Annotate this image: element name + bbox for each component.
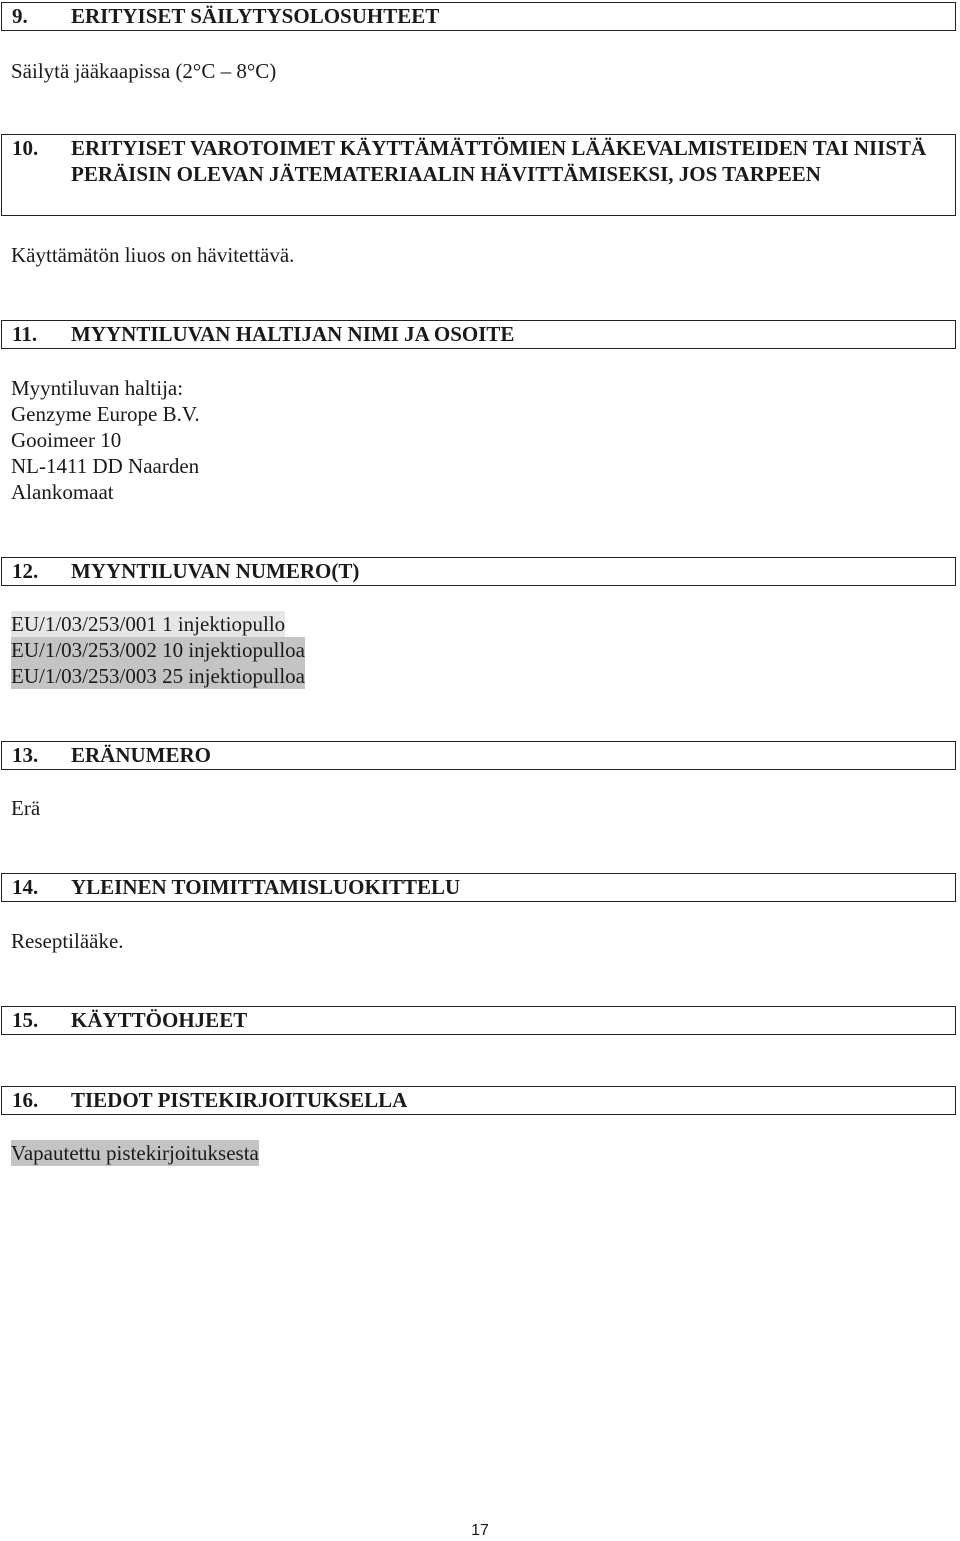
section-title: ERITYISET SÄILYTYSOLOSUHTEET (71, 4, 440, 28)
section-14-header (1, 873, 956, 902)
page-number: 17 (471, 1522, 489, 1539)
section-15-header (1, 1006, 956, 1035)
ma-number-2: EU/1/03/253/002 10 injektiopulloa (11, 638, 305, 662)
section-number: 11. (12, 322, 38, 346)
section-9-header (1, 2, 956, 31)
ma-number-3: EU/1/03/253/003 25 injektiopulloa (11, 664, 305, 688)
section-number: 15. (12, 1008, 39, 1032)
section-13-header (1, 741, 956, 770)
holder-city: NL-1411 DD Naarden (11, 454, 200, 478)
section-title: MYYNTILUVAN NUMERO(T) (71, 559, 360, 583)
section-number: 13. (12, 743, 39, 767)
holder-company: Genzyme Europe B.V. (11, 402, 200, 426)
section-number: 12. (12, 559, 39, 583)
section-title: TIEDOT PISTEKIRJOITUKSELLA (71, 1088, 408, 1112)
section-title: ERITYISET VAROTOIMET KÄYTTÄMÄTTÖMIEN LÄÄKEVALMISTEIDEN TAI NIISTÄ PERÄISIN OLEVAN JÄTEMATERIAALIN HÄVITTÄMISEKSI, JOS TARPEEN (71, 136, 927, 186)
section-number: 10. (12, 136, 39, 160)
holder-label: Myyntiluvan haltija: (11, 376, 184, 400)
holder-street: Gooimeer 10 (11, 428, 122, 452)
section-number: 14. (12, 875, 39, 899)
section-number: 9. (12, 4, 28, 28)
storage-text: Säilytä jääkaapissa (2°C – 8°C) (11, 59, 277, 83)
section-title: MYYNTILUVAN HALTIJAN NIMI JA OSOITE (71, 322, 515, 346)
disposal-text: Käyttämätön liuos on hävitettävä. (11, 243, 295, 267)
section-title: YLEINEN TOIMITTAMISLUOKITTELU (71, 875, 461, 899)
section-16-header (1, 1086, 956, 1115)
braille-text: Vapautettu pistekirjoituksesta (11, 1141, 259, 1165)
section-10-header (1, 134, 956, 216)
batch-text: Erä (11, 796, 41, 820)
section-11-header (1, 320, 956, 349)
holder-country: Alankomaat (11, 480, 114, 504)
section-12-header (1, 557, 956, 586)
classification-text: Reseptilääke. (11, 929, 124, 953)
ma-number-1: EU/1/03/253/001 1 injektiopullo (11, 612, 286, 636)
section-title: ERÄNUMERO (71, 743, 211, 767)
section-number: 16. (12, 1088, 39, 1112)
section-title: KÄYTTÖOHJEET (71, 1008, 248, 1032)
